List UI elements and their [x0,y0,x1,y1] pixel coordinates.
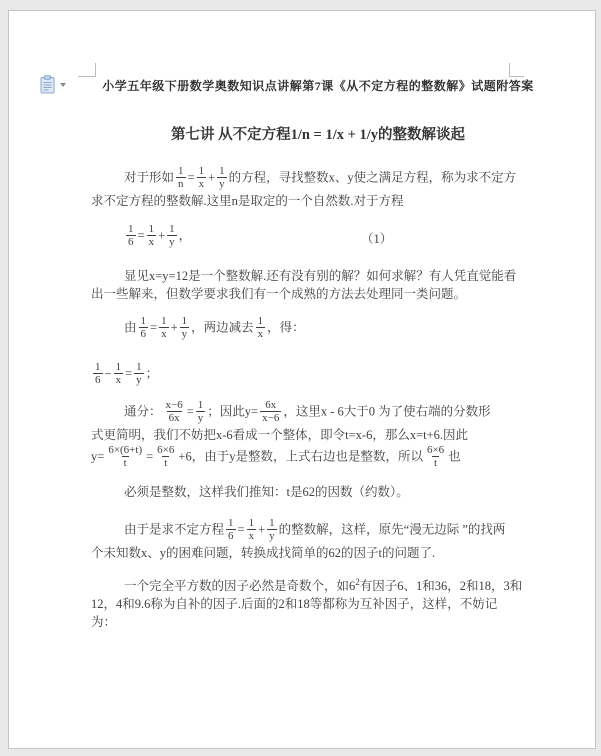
text-run: + [158,228,166,243]
text-line [91,444,545,471]
math-fraction [139,315,149,340]
text-run: 必须是整数，这样我们推知：t是62的因数（约数）。 [124,485,409,499]
document-body [91,165,545,631]
document-content [9,11,595,631]
fraction-denominator: 6x [168,412,180,424]
math-fraction [93,361,103,386]
text-run: 一个完全平方数的因子必然是奇数个，如6 [124,579,356,593]
text-run: 由于是求不定方程 [124,522,225,537]
fraction-denominator: n [178,178,184,190]
section-heading: 第七讲 从不定方程1/n = 1/x + 1/y的整数解谈起 [170,127,466,143]
paragraph [91,315,545,342]
paragraph [91,483,545,501]
fraction-numerator: 1 [95,361,101,373]
fraction-numerator: 1 [115,361,122,373]
text-run: 显见x=y=12是一个整数解.还有没有别的解？如何求解？有人凭直觉能看 [124,269,517,283]
math-fraction [217,165,227,190]
fraction-denominator: y [169,236,175,248]
text-run: ，两边减去 [191,320,254,335]
fraction-denominator: y [181,328,188,340]
superscript: 2 [355,576,360,587]
text-line [91,544,545,562]
text-run: y= [91,449,105,464]
fraction-denominator: x [257,328,264,340]
fraction-denominator: t [164,457,168,469]
text-run: = [146,449,154,464]
text-run: 对于形如 [124,170,175,185]
text-run: 为： [91,615,117,629]
text-line [91,315,545,342]
equation-block [91,361,545,388]
fraction-numerator: 1 [228,517,234,529]
paragraph [91,399,545,471]
text-line [91,267,545,285]
math-fraction [155,444,176,469]
text-line [91,361,545,388]
text-run: ，这里x - 6大于0 为了使右端的分数形 [283,404,491,419]
fraction-denominator: x−6 [262,412,280,424]
fraction-denominator: 6 [228,530,234,542]
paragraph [91,517,545,562]
fraction-denominator: 6 [95,374,101,386]
text-run: + [170,320,178,335]
fraction-numerator: 6×(6+t) [108,444,143,456]
text-run: + [208,170,216,185]
text-run: = [186,404,194,419]
fraction-denominator: x [148,236,155,248]
math-fraction [126,223,136,248]
document-title: 小学五年级下册数学奥数知识点讲解第7课《从不定方程的整数解》试题附答案 [102,79,534,93]
text-line [91,165,545,192]
fraction-numerator: 1 [181,315,188,327]
text-run: ；因此y= [207,404,259,419]
fraction-numerator: 1 [169,223,175,235]
fraction-denominator: x [198,178,205,190]
math-fraction [134,361,144,386]
text-run: 由 [124,320,137,335]
paragraph [91,165,545,210]
math-fraction [176,165,186,190]
fraction-numerator: 1 [219,165,225,177]
fraction-numerator: 6×6 [157,444,175,456]
text-run: = [125,366,133,381]
equation-block [91,223,545,250]
text-line [91,285,545,303]
fraction-numerator: 1 [248,517,255,529]
fraction-denominator: 6 [140,328,147,340]
math-fraction [196,399,206,424]
text-run: − [104,366,112,381]
fraction-numerator: 1 [257,315,264,327]
text-run: = [137,228,145,243]
fraction-numerator: 1 [197,399,204,411]
text-run: + [258,522,266,537]
math-fraction [226,517,236,542]
fraction-numerator: 1 [128,223,134,235]
text-run: 也 [448,449,461,464]
text-run: 有因子6、1和36，2和18，3和 [359,579,523,593]
math-fraction [159,315,169,340]
fraction-denominator: t [123,457,127,469]
text-line [91,595,545,613]
fraction-numerator: 1 [140,315,147,327]
fraction-numerator: x−6 [165,399,183,411]
text-line [91,426,545,444]
text-run: 的整数解，这样，原先“漫无边际 ”的找两 [278,522,506,537]
fraction-numerator: 1 [269,517,275,529]
math-fraction [180,315,190,340]
math-fraction [256,315,266,340]
fraction-numerator: 1 [178,165,184,177]
fraction-denominator: 6 [128,236,134,248]
fraction-denominator: y [269,530,275,542]
math-fraction [197,165,207,190]
text-run: 式更简明，我们不妨把x-6看成一个整体，即令t=x-6，那么x=t+6.因此 [91,428,469,442]
math-fraction [106,444,144,469]
text-line [91,399,545,426]
fraction-numerator: 6×6 [426,444,445,456]
document-page[interactable] [8,10,596,749]
fraction-denominator: x [161,328,167,340]
math-fraction [114,361,124,386]
text-line [91,223,545,250]
math-fraction [247,517,257,542]
fraction-denominator: y [136,374,142,386]
text-run: 出一些解来，但数学要求我们有一个成熟的方法去处理同一类问题。 [91,287,467,301]
text-run: +6，由于y是整数，上式右边也是整数，所以 [178,449,423,464]
text-run: 求不定方程的整数解.这里n是取定的一个自然数.对于方程 [91,194,404,208]
text-run: 12，4和9.6称为自补的因子.后面的2和18等都称为互补因子，这样，不妨记 [91,597,498,611]
text-line [91,613,545,631]
math-fraction [267,517,277,542]
text-run: ； [145,366,159,381]
fraction-numerator: 1 [136,361,142,373]
text-line [91,192,545,210]
text-run: ， [178,228,192,243]
text-run: = [150,320,158,335]
math-fraction [167,223,177,248]
text-line [91,483,545,501]
text-line [91,577,545,595]
fraction-denominator: y [219,178,225,190]
fraction-denominator: y [197,412,204,424]
math-fraction [260,399,281,424]
fraction-numerator: 1 [148,223,155,235]
text-run: = [237,522,245,537]
paragraph [91,577,545,631]
math-fraction [164,399,185,424]
fraction-denominator: x [115,374,122,386]
fraction-denominator: t [434,457,438,469]
text-run: 的方程，寻找整数x、y使之满足方程，称为求不定方 [228,170,517,185]
text-line [91,517,545,544]
math-fraction [425,444,446,469]
fraction-numerator: 1 [198,165,205,177]
fraction-denominator: x [248,530,255,542]
math-fraction [147,223,157,248]
fraction-numerator: 6x [265,399,277,411]
text-run: = [187,170,195,185]
text-run: 通分： [124,404,162,419]
equation-number: （1） [361,232,393,246]
text-run: 个未知数x、y的困难问题，转换成找简单的62的因子t的问题了. [91,546,436,560]
fraction-numerator: 1 [161,315,167,327]
paragraph [91,267,545,303]
text-run: ，得： [267,320,305,335]
